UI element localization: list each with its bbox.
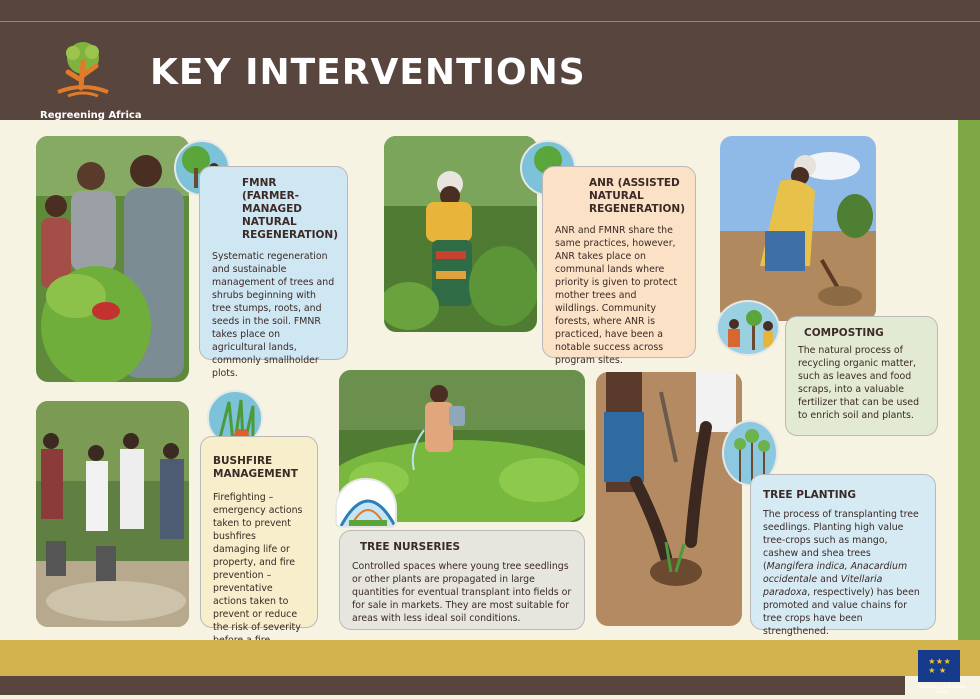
planting-photo	[596, 372, 742, 626]
composting-photo	[720, 136, 876, 321]
nurseries-title: TREE NURSERIES	[360, 541, 461, 553]
bushfire-card	[200, 436, 318, 633]
composting-illustration-icon	[716, 300, 780, 356]
planting-text-c: and	[817, 574, 841, 585]
planting-species-2: Vitellaria paradoxa	[763, 574, 883, 598]
fmnr-title: FMNR (FARMER-MANAGED NATURAL REGENERATION)	[242, 177, 338, 241]
planting-card	[750, 474, 936, 637]
bottom-line	[0, 676, 905, 695]
page-title: KEY INTERVENTIONS	[150, 52, 586, 93]
regreening-africa-logo-icon	[38, 36, 128, 116]
anr-card	[542, 166, 696, 366]
planting-title: TREE PLANTING	[763, 489, 857, 501]
anr-photo	[384, 136, 537, 332]
fmnr-text: Systematic regeneration and sustainable management of trees and shrubs beginning with tree stumps, roots, and seeds in the soil. FMNR takes place on agricultural lands, commonly smallholder plots.	[212, 251, 335, 379]
fmnr-card	[199, 166, 348, 379]
planting-text-e: , respectively) has been promoted and value chains for tree crops have been strengthened.	[763, 587, 920, 637]
composting-card	[785, 316, 938, 436]
brand-name: Regreening Africa	[40, 110, 142, 121]
planting-species-1: Mangifera indica, Anacardium occidentale	[763, 561, 908, 585]
fmnr-photo	[36, 136, 189, 382]
nurseries-text: Controlled spaces where young tree seedlings or other plants are propagated in large quantities for eventual transplant into fields or for sale in markets. They are most suitable for areas with less ideal soil conditions.	[352, 561, 572, 624]
composting-text: The natural process of recycling organic matter, such as leaves and food scraps, into a valuable fertilizer that can be used to enrich soil and plants.	[798, 345, 920, 421]
top-bar	[0, 0, 980, 22]
planting-text	[763, 508, 923, 638]
bottom-band	[0, 640, 980, 676]
bushfire-text: Firefighting – emergency actions taken to prevent bushfires damaging life or property, and fire prevention – preventative actions taken to prevent or reduce the risk of severity	[213, 492, 303, 633]
eu-flag-icon: ★ ★ ★ ★ ★	[918, 650, 960, 682]
eu-caption: Funded by the European Union	[917, 684, 967, 694]
side-strip	[958, 120, 980, 640]
bushfire-photo	[36, 401, 189, 627]
composting-title: COMPOSTING	[804, 327, 884, 339]
anr-title: ANR (ASSISTED NATURAL REGENERATION)	[589, 177, 685, 215]
planting-text-a: The process of transplanting tree seedlings. Planting high value tree-crops such as mango, cashew and shea trees (	[763, 509, 919, 572]
nurseries-card	[339, 530, 585, 630]
header-banner	[0, 22, 980, 120]
anr-text: ANR and FMNR share the same practices, however, ANR takes place on communal lands where priority is given to protect mother trees and wildlings. Community forests, where ANR is practiced, have been a notable success across program sites.	[555, 225, 678, 366]
bushfire-title: BUSHFIRE MANAGEMENT	[213, 455, 298, 480]
nursery-illustration-icon	[335, 478, 397, 528]
